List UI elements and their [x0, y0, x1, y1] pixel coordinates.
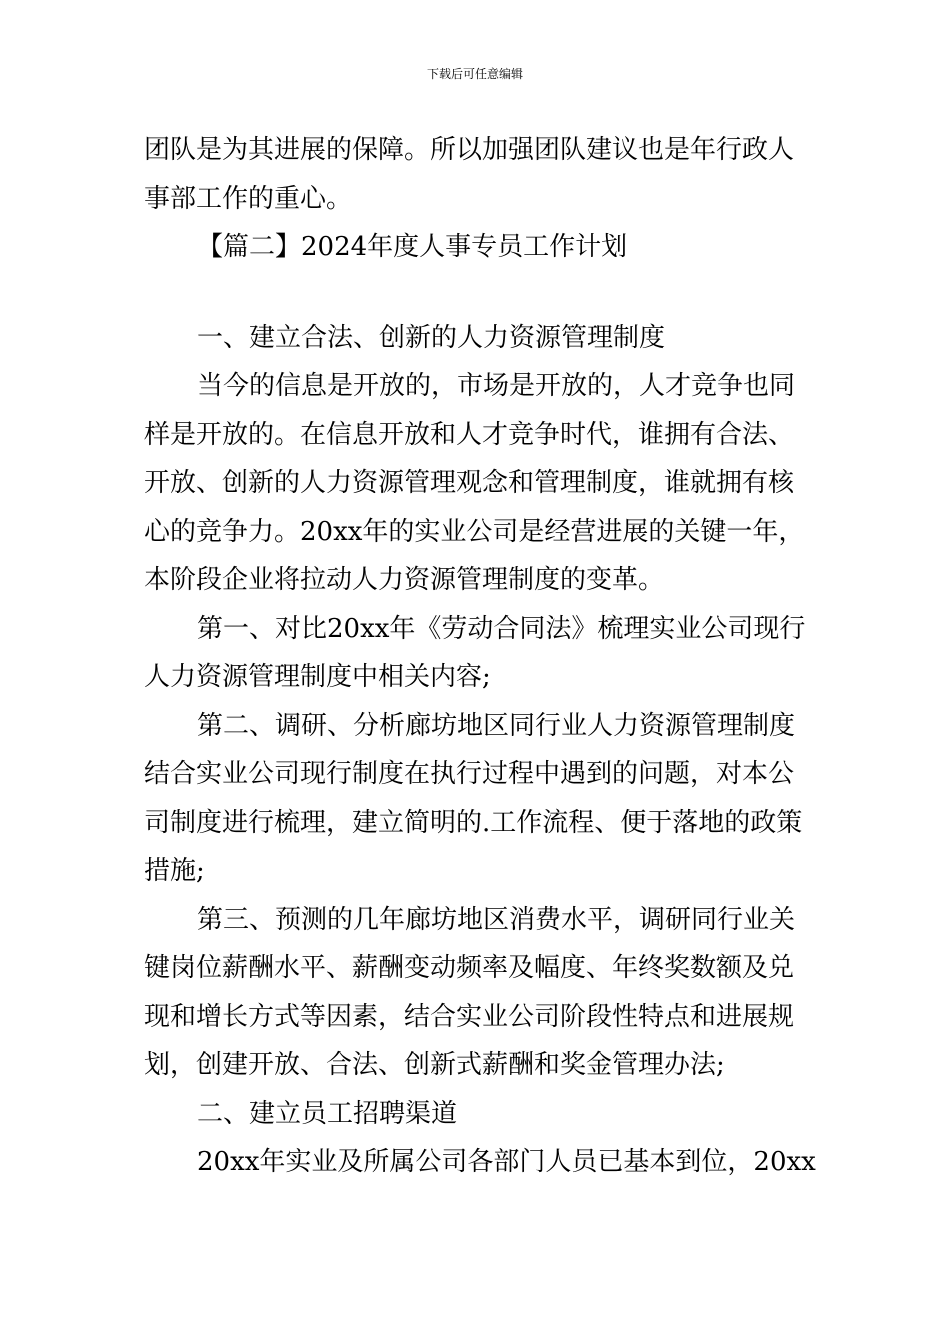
text-line: 键岗位薪酬水平、薪酬变动频率及幅度、年终奖数额及兑	[144, 953, 795, 983]
text-line: 样是开放的。在信息开放和人才竞争时代，谁拥有合法、	[144, 419, 795, 450]
heading-line: 二、建立员工招聘渠道	[197, 1098, 458, 1129]
text-line: 划，创建开放、合法、创新式薪酬和奖金管理办法;	[144, 1050, 725, 1080]
text-line: 开放、创新的人力资源管理观念和管理制度，谁就拥有核	[144, 468, 795, 498]
text-line: 现和增长方式等因素，结合实业公司阶段性特点和进展规	[144, 1001, 795, 1032]
text-line: 第三、预测的几年廊坊地区消费水平，调研同行业关	[197, 904, 796, 935]
text-line: 结合实业公司现行制度在执行过程中遇到的问题，对本公	[144, 759, 795, 789]
text-line: 措施;	[144, 856, 205, 886]
blank-gap	[144, 272, 808, 314]
text-line: 当今的信息是开放的，市场是开放的，人才竞争也同	[197, 371, 796, 401]
text-line: 本阶段企业将拉动人力资源管理制度的变革。	[144, 565, 665, 595]
text-line: 心的竞争力。20xx年的实业公司是经营进展的关键一年，	[144, 516, 805, 547]
text-line: 司制度进行梳理，建立简明的.工作流程、便于落地的政策	[144, 807, 803, 838]
document-body	[144, 126, 816, 1187]
page-header: 下载后可任意编辑	[426, 67, 523, 81]
text-line: 人力资源管理制度中相关内容;	[144, 662, 491, 692]
text-line: 事部工作的重心。	[144, 183, 353, 214]
text-line: 第一、对比20xx年《劳动合同法》梳理实业公司现行	[197, 613, 806, 644]
section-title: 【篇二】2024年度人事专员工作计划	[197, 232, 628, 262]
text-line: 20xx年实业及所属公司各部门人员已基本到位，20xx	[197, 1147, 816, 1177]
text-line: 第二、调研、分析廊坊地区同行业人力资源管理制度	[197, 710, 796, 741]
text-line: 团队是为其进展的保障。所以加强团队建议也是年行政人	[144, 135, 795, 165]
heading-line: 一、建立合法、创新的人力资源管理制度	[197, 322, 666, 353]
